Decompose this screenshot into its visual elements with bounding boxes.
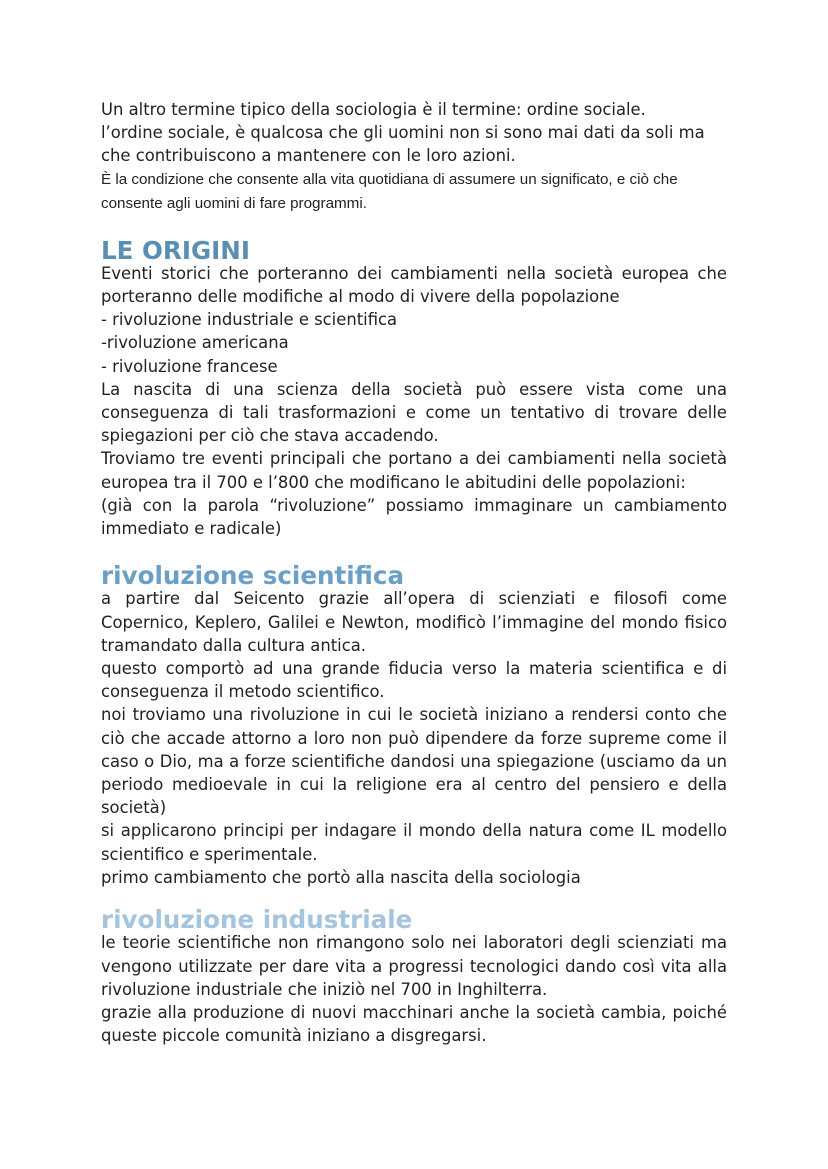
intro-line-1: Un altro termine tipico della sociologia è il termine: ordine sociale. <box>101 100 646 119</box>
scientifica-paragraph-3: noi troviamo una rivoluzione in cui le società iniziano a rendersi conto che ciò che accade attorno a loro non può dipendere da forze supreme come il caso o Dio, ma a forze scientifiche dandosi una spiegazione (usciamo da un periodo medioevale in cui la religione era al centro del pensiero e della società) <box>101 705 727 818</box>
scientifica-paragraph-5: primo cambiamento che portò alla nascita della sociologia <box>101 867 581 887</box>
heading-le-origini: LE ORIGINI <box>101 235 251 265</box>
industriale-paragraph-2: grazie alla produzione di nuovi macchinari anche la società cambia, poiché queste piccole comunità iniziano a disgregarsi. <box>101 1002 727 1046</box>
scientifica-paragraph-2: questo comportò ad una grande fiducia verso la materia scientifica e di conseguenza il metodo scientifico. <box>101 659 727 702</box>
origini-list-item: -rivoluzione americana <box>101 333 289 353</box>
industriale-paragraph-1: le teorie scientifiche non rimangono solo nei laboratori degli scienziati ma vengono utilizzate per dare vita a progressi tecnologici dando così vita alla rivoluzione industriale che iniziò nel 700 in Inghilterra. <box>101 933 727 999</box>
heading-rivoluzione-scientifica: rivoluzione scientifica <box>101 561 405 591</box>
intro-line-2: l’ordine sociale, è qualcosa che gli uomini non si sono mai dati da soli ma che contribuiscono a mantenere con le loro azioni. <box>101 123 705 166</box>
scientifica-paragraph-1: a partire dal Seicento grazie all’opera di scienziati e filosofi come Copernico, Keplero, Galilei e Newton, modificò l’immagine del mondo fisico tramandato dalla cultura antica. <box>101 589 727 655</box>
origini-list-item: - rivoluzione industriale e scientifica <box>101 310 398 330</box>
origini-paragraph-2: La nascita di una scienza della società può essere vista come una conseguenza di tali trasformazioni e come un tentativo di trovare delle spiegazioni per ciò che stava accadendo. <box>101 379 727 446</box>
origini-paragraph-3: Troviamo tre eventi principali che portano a dei cambiamenti nella società europea tra il 700 e l’800 che modificano le abitudini delle popolazioni: <box>101 449 727 492</box>
scientifica-paragraph-4: si applicarono principi per indagare il mondo della natura come IL modello scientifico e sperimentale. <box>101 821 727 864</box>
origini-paragraph-4: (già con la parola “rivoluzione” possiamo immaginare un cambiamento immediato e radicale) <box>101 495 727 539</box>
origini-list-item: - rivoluzione francese <box>101 356 278 376</box>
heading-rivoluzione-industriale: rivoluzione industriale <box>101 905 413 935</box>
intro-arial-paragraph: È la condizione che consente alla vita quotidiana di assumere un significato, e ciò che consente agli uomini di fare programmi. <box>101 170 678 212</box>
document-page <box>101 98 727 1047</box>
origini-paragraph-1: Eventi storici che porteranno dei cambiamenti nella società europea che porteranno delle modifiche al modo di vivere della popolazione <box>101 263 727 307</box>
